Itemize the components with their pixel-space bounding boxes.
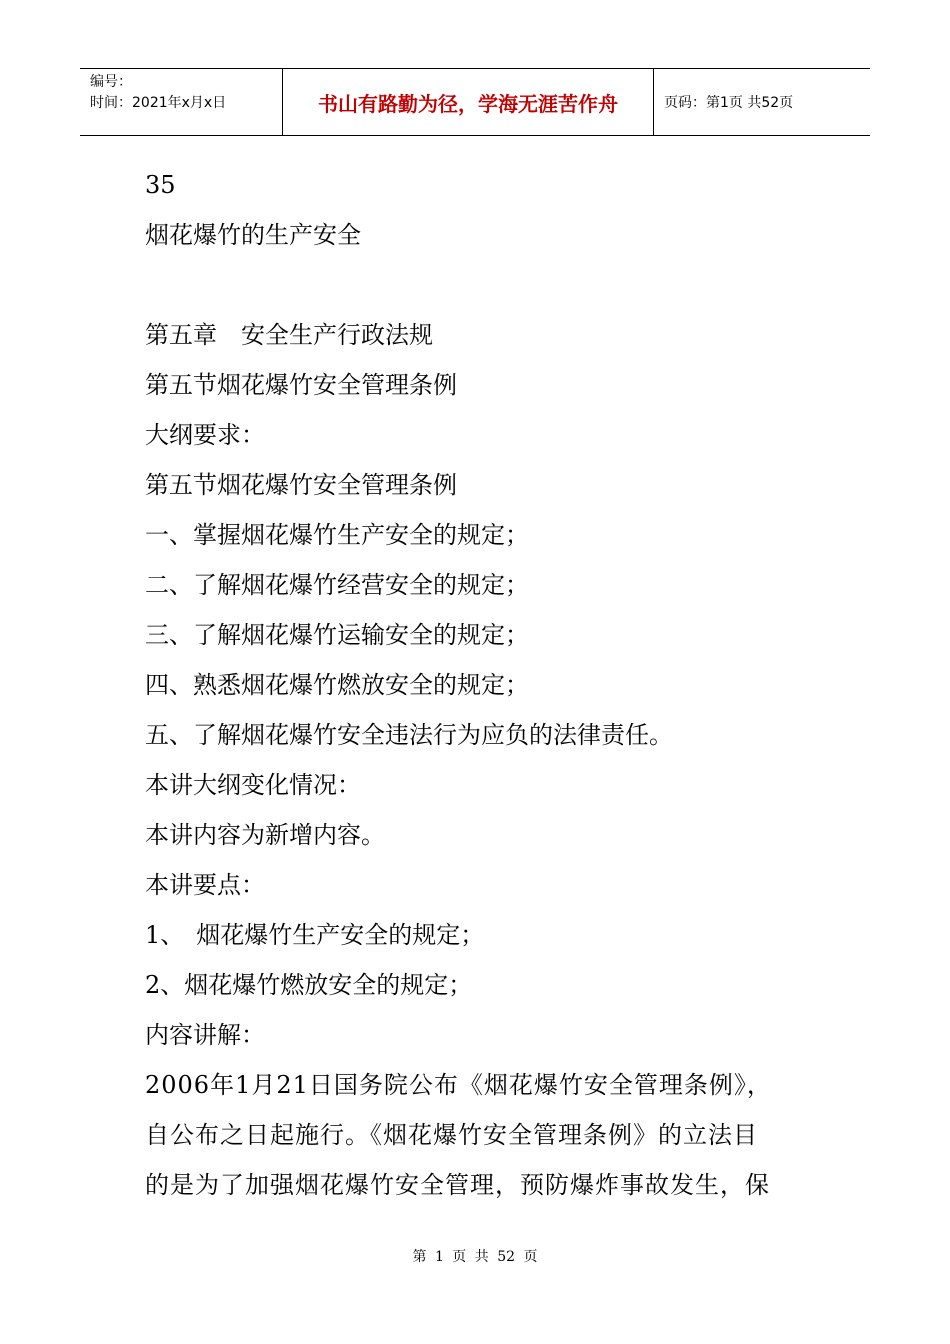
time-label: 时间：2021年x月x日 (90, 95, 227, 111)
header-meta (80, 69, 282, 135)
requirement-item: 四、熟悉烟花爆竹燃放安全的规定； (145, 671, 529, 699)
requirement-item: 五、了解烟花爆竹安全违法行为应负的法律责任。 (145, 721, 673, 749)
key-points-label: 本讲要点： (145, 871, 265, 899)
key-point-item: 1、 烟花爆竹生产安全的规定； (145, 921, 485, 949)
motto-text: 书山有路勤为径，学海无涯苦作舟 (318, 91, 618, 116)
header-motto (282, 69, 654, 135)
chapter-heading: 第五章 安全生产行政法规 (145, 321, 433, 349)
paragraph-line: 2006年1月21日国务院公布《烟花爆竹安全管理条例》， (145, 1071, 772, 1099)
explanation-label: 内容讲解： (145, 1021, 265, 1049)
syllabus-change-label: 本讲大纲变化情况： (145, 771, 361, 799)
paragraph-line: 的是为了加强烟花爆竹安全管理，预防爆炸事故发生，保 (145, 1171, 770, 1199)
doc-title: 烟花爆竹的生产安全 (145, 221, 361, 249)
syllabus-label: 大纲要求： (145, 421, 265, 449)
section-heading: 第五节烟花爆竹安全管理条例 (145, 371, 457, 399)
page-info-text: 页码：第1页 共52页 (664, 95, 794, 111)
code-label: 编号： (90, 74, 132, 90)
paragraph-line: 自公布之日起施行。《烟花爆竹安全管理条例》的立法目 (145, 1121, 758, 1149)
blank-line (145, 260, 815, 310)
doc-number: 35 (145, 171, 176, 199)
requirement-item: 二、了解烟花爆竹经营安全的规定； (145, 571, 529, 599)
requirement-item: 三、了解烟花爆竹运输安全的规定； (145, 621, 529, 649)
page-footer: 第 1 页 共 52 页 (412, 1249, 538, 1265)
header-page-info (654, 69, 870, 135)
page-header (80, 68, 870, 136)
requirement-item: 一、掌握烟花爆竹生产安全的规定； (145, 521, 529, 549)
syllabus-change-text: 本讲内容为新增内容。 (145, 821, 385, 849)
section-heading-repeat: 第五节烟花爆竹安全管理条例 (145, 471, 457, 499)
key-point-item: 2、烟花爆竹燃放安全的规定； (145, 971, 473, 999)
document-body (145, 160, 815, 1210)
